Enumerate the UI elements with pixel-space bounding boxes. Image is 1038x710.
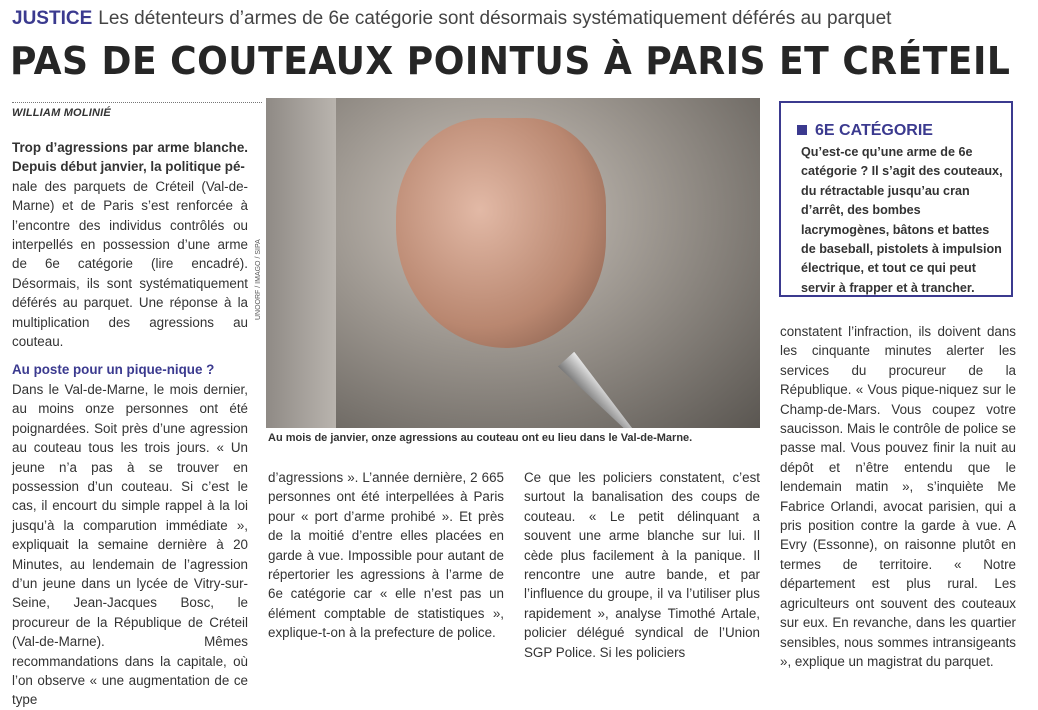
paragraph: nale des parquets de Créteil (Val-de-Marne) et de Paris s’est renforcée à l’encontre des individus contrôlés ou interpellés en possession d’une arme de 6e catégorie (lire encadré). Désormais, ils sont systématiquement déférés au parquet. Une réponse à la multiplication des agressions au couteau.: [12, 178, 248, 350]
subheading: Au poste pour un pique-nique ?: [12, 362, 215, 378]
box-text: Qu’est-ce qu’une arme de 6e catégorie ? Il s’agit des couteaux, du rétractable jusqu’au cran d’arrêt, des bombes lacrymogènes, bâtons et battes de baseball, pistolets à impulsion électrique, et tout ce qui peut servir à frapper et à trancher.: [801, 145, 1003, 295]
divider: [12, 102, 262, 103]
box-title: 6E CATÉGORIE: [797, 121, 1003, 141]
photo-credit: UNOORF / IMAGO / SIPA: [255, 239, 262, 320]
kicker-category: JUSTICE: [12, 8, 93, 29]
article-photo: [266, 98, 760, 428]
lead-paragraph: Trop d’agressions par arme blanche. Depuis début janvier, la politique pé-: [12, 140, 248, 175]
paragraph: Dans le Val-de-Marne, le mois dernier, au moins onze personnes ont été poignardées. Soit près d’une agression au couteau tous les trois jours. « Un jeune n’a pas à se trouver en possession d’un couteau. Si c’est le cas, il encourt du simple rappel à la loi jusqu’à la comparution immédiate », expliquait la semaine dernière à 20 Minutes, au lendemain de l’agression d’un jeune dans un lycée de Vitry-sur-Seine, Jean-Jacques Bosc, le procureur de la République de Créteil (Val-de-Marne). Mêmes recommandations dans la capitale, où l’on observe « une augmentation de ce type: [12, 381, 248, 708]
paragraph: constatent l’infraction, ils doivent dans les cinquante minutes alerter les services du procureur de la République. « Vous pique-niquez sur le Champ-de-Mars. Vous coupez votre saucisson. Mais le contrôle de police se passe mal. Vous pouvez finir la nuit au dépôt et n’être entendu que le lendemain matin », s’inquiète Me Fabrice Orlandi, avocat parisien, qui a pris position contre la garde à vue. A Evry (Essonne), on raisonne plutôt en termes de territoire. « Notre département est plus rural. Les agriculteurs ont souvent des couteaux sur eux. En revanche, dans les quartier sensibles, nous sommes intransigeants », explique un magistrat du parquet.: [780, 324, 1016, 669]
kicker-text: Les détenteurs d’armes de 6e catégorie sont désormais systématiquement déférés au parquet: [98, 8, 892, 29]
photo-caption: Au mois de janvier, onze agressions au couteau ont eu lieu dans le Val-de-Marne.: [268, 432, 693, 444]
article-column-3: [524, 468, 760, 662]
square-bullet-icon: [797, 125, 807, 135]
paragraph: Ce que les policiers constatent, c’est surtout la banalisation des coups de couteau. « Le petit délinquant a souvent une arme blanche sur lui. Il cède plus facilement à la panique. Il rencontre une autre bande, et par l’influence du groupe, il va l’utiliser plus rapidement », analyse Timothé Artale, policier délégué syndical de l’Union SGP Police. Si les policiers: [524, 470, 760, 660]
paragraph: d’agressions ». L’année dernière, 2 665 personnes ont été interpellées à Paris pour « port d’arme prohibé ». Et près de la moitié d’entre elles placées en garde à vue. Impossible pour autant de répertorier les agressions à l’arme de 6e catégorie car « elle n’est pas un élément comptable de statistiques », explique-t-on à la prefecture de police.: [268, 470, 504, 641]
headline: PAS DE COUTEAUX POINTUS À PARIS ET CRÉTEIL: [10, 39, 1011, 83]
kicker: [12, 6, 1032, 32]
byline: WILLIAM MOLINIÉ: [12, 107, 111, 119]
article-column-1: [12, 138, 248, 710]
article-column-2: [268, 468, 504, 643]
sidebar-box: [779, 101, 1013, 297]
photo-knife: [558, 352, 661, 428]
photo-hand: [396, 118, 606, 348]
article-column-4: [780, 322, 1016, 671]
photo-background: [266, 98, 336, 428]
